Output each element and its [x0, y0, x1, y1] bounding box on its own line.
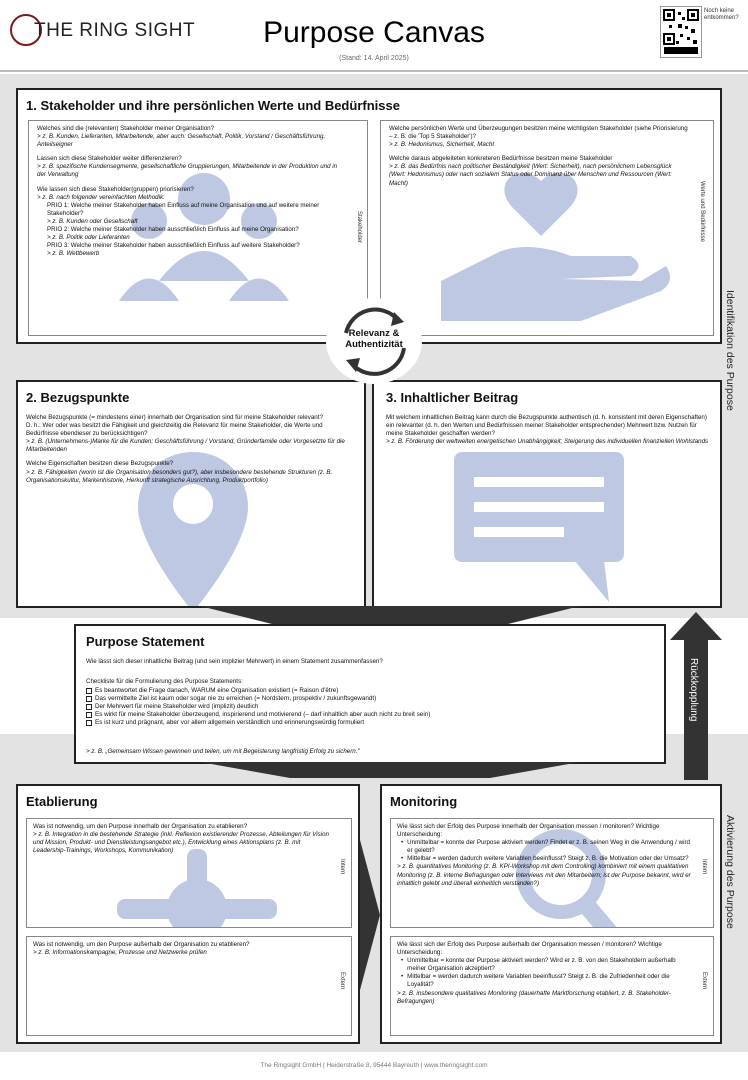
- checkbox[interactable]: [86, 704, 92, 710]
- values-text: [389, 125, 689, 188]
- checkbox[interactable]: [86, 720, 92, 726]
- bezugspunkte-q2: Welche Eigenschaften besitzen diese Bezugspunkte?: [26, 460, 174, 468]
- stand-date: (Stand: 14. April 2025): [339, 55, 409, 62]
- stakeholder-text: [37, 125, 342, 258]
- monitoring-intern-a: > z. B. quantitatives Monitoring (z. B. KPI-Workshop mit dem Controlling) kombiniert mit einem qualitativen Monitoring (z. B. interne Befragungen oder Interviews mit den Mitarbeitern; ist der Purpose bekannt, wird er inhaltlich gelebt und überall einheitlich verstanden?): [397, 863, 691, 887]
- stakeholder-a2: > z. B. spezifische Kundensegmente, gesellschaftliche Gruppierungen, Mitarbeitende in der Produktion und in der Verwaltung: [37, 163, 338, 179]
- side-label-activation: Aktivierung des Purpose: [724, 815, 736, 929]
- section-etablierung: [16, 784, 360, 1044]
- section-3-title: 3. Inhaltlicher Beitrag: [386, 390, 519, 405]
- section-1-title: 1. Stakeholder und ihre persönlichen Werte und Bedürfnisse: [26, 98, 400, 113]
- prio-2: PRIO 2: Welche meiner Stakeholder haben ausschließlich Einfluss auf meine Organisation?: [47, 226, 299, 234]
- section-2-title: 2. Bezugspunkte: [26, 390, 130, 405]
- chevron-right-icon: [360, 840, 382, 990]
- speech-bubble-icon: [454, 452, 624, 602]
- purpose-title: Purpose Statement: [86, 634, 205, 649]
- values-q2: Welche daraus abgeleiteten konkreteren Bedürfnisse besitzen meine Stakeholder: [389, 155, 613, 163]
- checkbox[interactable]: [86, 688, 92, 694]
- monitoring-extern-b2: Mittelbar = werden dadurch weitere Variablen beeinflusst? Steigt z. B. die Zufriedenheit oder die Loyalität?: [407, 973, 670, 989]
- checklist-title: Checkliste für die Formulierung des Purpose Statements:: [86, 678, 243, 685]
- cycle-badge: [326, 298, 422, 384]
- hands-together-icon: [117, 849, 277, 928]
- values-label: Werte und Bedürfnisse: [699, 181, 705, 242]
- intern-label: Intern: [339, 859, 345, 875]
- stakeholder-label: Stakeholder: [356, 211, 362, 244]
- monitoring-intern-b1: Unmittelbar = konnte der Purpose aktiviert werden? Findet er z. B. seinen Weg in die Anwendung / wird er gelebt?: [407, 839, 690, 855]
- prio-2-example: > z. B. Politik oder Lieferanten: [47, 234, 130, 242]
- etablierung-extern-a: > z. B. Informationskampagne, Prozesse und Netzwerke prüfen: [33, 949, 207, 957]
- extern-label: Extern: [701, 972, 707, 990]
- stakeholder-a1: > z. B. Kunden, Lieferanten, Mitarbeitende, aber auch: Gesellschaft, Politik, Vorstand / Geschäftsführung, Anteilseigner: [37, 133, 326, 149]
- stakeholder-panel: [28, 120, 368, 336]
- header-divider: [0, 70, 748, 72]
- section-inhaltlicher-beitrag: [372, 380, 722, 608]
- monitoring-intern: Wie lässt sich der Erfolg des Purpose innerhalb der Organisation messen / monitoren? Wichtige Unterscheidung: • Unmittelbar = konnte der Purpose aktiviert werden? Findet er z. B. seinen Weg in die Anwendung / wird er gelebt? • Mittelbar = werden dadurch weitere Variablen beeinflusst? Steigt z. B. die Motivation oder der Umsatz? > z. B. quantitatives Monitoring (z. B. KPI-Workshop mit dem Controlling) kombiniert mit einem qualitativen Monitoring (z. B. interne Befragungen oder Interviews mit den Mitarbeitern; ist der Purpose bekannt, wird er inhaltlich gelebt und überall einheitlich verstanden?) Intern: [390, 818, 714, 928]
- footer: The Ringsight GmbH | Heiderstraße 8, 95444 Bayreuth | www.theringsight.com: [260, 1062, 488, 1069]
- monitoring-intern-q: Wie lässt sich der Erfolg des Purpose innerhalb der Organisation messen / monitoren? Wichtige Unterscheidung:: [397, 823, 660, 839]
- monitoring-extern-a: > z. B. insbesondere qualitatives Monitoring (dauerhafte Marktforschung etabliert, z. B. Stakeholder-Befragungen): [397, 989, 671, 1005]
- monitoring-title: Monitoring: [390, 794, 458, 809]
- checklist-item[interactable]: Das vermittelte Ziel ist kaum oder sogar nie zu erreichen (= Nordstern, prospektiv / zukunftsgewandt): [86, 695, 656, 703]
- qr-code[interactable]: [660, 6, 702, 58]
- cycle-label-1: Relevanz &: [348, 328, 400, 339]
- checkbox[interactable]: [86, 696, 92, 702]
- hand-heart-icon: [441, 171, 671, 321]
- feedback-label: Rückkopplung: [688, 658, 699, 722]
- side-label-identification: Identifikation des Purpose: [724, 290, 736, 411]
- cycle-label-2: Authentizität: [345, 339, 403, 350]
- checklist-item[interactable]: Der Mehrwert für meine Stakeholder wird (implizit) deutlich: [86, 703, 656, 711]
- values-q1: Welche persönlichen Werte und Überzeugungen besitzen meine wichtigsten Stakeholder (siehe Priorisierung – z. B. die 'Top 5 Stakeholder')?: [389, 125, 688, 141]
- etablierung-intern-a: > z. B. Integration in die bestehende Strategie (inkl. Reflexion existierender Prozesse, Abteilungen für Vision und Mission, Produkt- und Dienstleistungsangebot etc.), Entwicklung eines Aktionsplans (z. B. mit Leadership-Trainings, Workshops, Kommunikation): [33, 831, 329, 855]
- page-title: Purpose Canvas: [263, 16, 485, 49]
- beitrag-example: > z. B. Förderung der weltweiten energetischen Unabhängigkeit; Steigerung des individuellen finanziellen Wohlstands: [386, 438, 709, 446]
- qr-note: Noch keine entkommen?: [704, 8, 739, 21]
- bezugspunkte-text: [26, 414, 356, 485]
- etablierung-intern: [26, 818, 352, 928]
- bezugspunkte-a1: D. h.: Wer oder was besitzt die Fähigkeit und gleichzeitig die Relevanz für meine Stakeholder, die Werte und Bedürfnisse ebendieser zu berücksichtigen?: [26, 422, 323, 438]
- checklist-item[interactable]: Es wirkt für meine Stakeholder überzeugend, inspirierend und motivierend (– darf inhaltlich aber auch nicht zu breit sein): [86, 711, 656, 719]
- etablierung-title: Etablierung: [26, 794, 98, 809]
- logo-text: THE RING SIGHT: [34, 20, 196, 41]
- etablierung-extern-q: Was ist notwendig, um den Purpose außerhalb der Organisation zu etablieren?: [33, 941, 250, 948]
- etablierung-intern-q: Was ist notwendig, um den Purpose innerhalb der Organisation zu etablieren?: [33, 823, 248, 830]
- stakeholder-q2: Lassen sich diese Stakeholder weiter differenzieren?: [37, 155, 182, 163]
- monitoring-intern-b2: Mittelbar = werden dadurch weitere Variablen beeinflusst? Steigt z. B. die Motivation oder der Umsatz?: [407, 855, 689, 863]
- bezugspunkte-example-1: > z. B. (Unternehmens-)Marke für die Kunden; Geschäftsführung / Vorstand, Gründerfamilie oder Vorgesetzte für die Mitarbeitenden: [26, 438, 345, 454]
- purpose-statement: [74, 624, 666, 764]
- beitrag-text: [386, 414, 711, 446]
- stakeholder-q3: Wie lassen sich diese Stakeholder(gruppen) priorisieren?: [37, 185, 194, 193]
- monitoring-extern-b1: Unmittelbar = konnte der Purpose aktiviert werden? Wird er z. B. von den Stakeholdern außerhalb meiner Organisation akzeptiert?: [407, 957, 676, 973]
- values-panel: [380, 120, 714, 336]
- checkbox[interactable]: [86, 712, 92, 718]
- prio-3: PRIO 3: Welche meiner Stakeholder haben ausschließlich Einfluss auf weitere Stakeholder?: [47, 242, 300, 250]
- funnel-bottom-shape: [200, 762, 580, 778]
- beitrag-q1: Mit welchem inhaltlichen Beitrag kann durch die Bezugspunkte authentisch (d. h. konsistent mit deren Eigenschaften) ein relevanter (d. h. den Werten und Bedürfnissen meiner Stakeholder entsprechender) Mehrwert bzw. Nutzen für meine Stakeholder geschaffen werden?: [386, 414, 707, 438]
- prio-3-example: > z. B. Wettbewerb: [47, 250, 100, 258]
- intern-label: Intern: [701, 859, 707, 875]
- values-a1: > z. B. Hedonismus, Sicherheit, Macht: [389, 141, 495, 149]
- stakeholder-q1: Welches sind die (relevanten) Stakeholder meiner Organisation?: [37, 125, 215, 132]
- purpose-example: > z. B. „Gemeinsam Wissen gewinnen und teilen, um mit Begeisterung langfristig Erfolg zu sichern.": [86, 748, 360, 755]
- stakeholder-a3: > z. B. nach folgender vereinfachten Methodik:: [37, 193, 165, 201]
- etablierung-extern: [26, 936, 352, 1036]
- section-bezugspunkte: [16, 380, 366, 608]
- monitoring-extern: Wie lässt sich der Erfolg des Purpose außerhalb der Organisation messen / monitoren? Wichtige Unterscheidung: • Unmittelbar = konnte der Purpose aktiviert werden? Wird er z. B. von den Stakeholdern außerhalb meiner Organisation akzeptiert? • Mittelbar = werden dadurch weitere Variablen beeinflusst? Steigt z. B. die Zufriedenheit oder die Loyalität? > z. B. insbesondere qualitatives Monitoring (dauerhafte Marktforschung etabliert, z. B. Stakeholder-Befragungen) Extern: [390, 936, 714, 1036]
- values-a2: > z. B. das Bedürfnis nach politischer Beständigkeit (Wert: Sicherheit), nach persönlichem Lebensglück (Wert: Hedonismus) oder nach sozialem Status oder Dominanz über Menschen und Ressourcen (Wert: Macht): [389, 163, 672, 187]
- section-monitoring: [380, 784, 722, 1044]
- prio-1-example: > z. B. Kunden oder Gesellschaft: [47, 217, 138, 225]
- header: [0, 0, 748, 72]
- prio-1: PRIO 1: Welche meiner Stakeholder haben Einfluss auf meine Organisation und auf weitere meiner Stakeholder?: [47, 201, 320, 217]
- checklist-item[interactable]: Es beantwortet die Frage danach, WARUM eine Organisation existiert (= Raison d'être): [86, 687, 656, 695]
- bezugspunkte-example-2: > z. B. Fähigkeiten (worin ist die Organisation besonders gut?), aber insbesondere bestehende Strukturen (z. B. Organisationskultur, Markenhistorie, Herkunft strategische Ausrichtung, Produktportfolio): [26, 468, 333, 484]
- extern-label: Extern: [339, 972, 345, 990]
- checklist-item[interactable]: Es ist kurz und prägnant, aber vor allem allgemein verständlich und erinnerungswürdig formuliert: [86, 719, 656, 727]
- funnel-top-shape: [200, 606, 580, 626]
- purpose-question: Wie lässt sich dieser inhaltliche Beitrag (und sein implizier Mehrwert) in einem Statement zusammenfassen?: [86, 658, 383, 665]
- checklist: [86, 687, 656, 727]
- qr-code-icon: [661, 7, 701, 57]
- monitoring-extern-q: Wie lässt sich der Erfolg des Purpose außerhalb der Organisation messen / monitoren? Wichtige Unterscheidung:: [397, 941, 662, 957]
- bezugspunkte-q1: Welche Bezugspunkte (= mindestens einer) innerhalb der Organisation sind für meine Stakeholder relevant?: [26, 414, 323, 421]
